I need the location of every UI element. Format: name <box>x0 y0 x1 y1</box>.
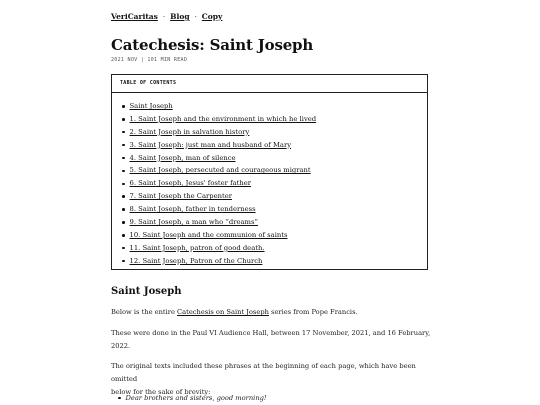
toc-item <box>122 229 427 242</box>
toc-link-1[interactable]: 1. Saint Joseph and the environment in which he lived <box>129 114 317 123</box>
toc-link-5[interactable]: 5. Saint Joseph, persecuted and courageous migrant <box>129 166 311 175</box>
bullet-icon <box>122 247 125 250</box>
section-heading: Saint Joseph <box>111 286 182 297</box>
toc-link-6[interactable]: 6. Saint Joseph, Jesus' foster father <box>129 179 252 188</box>
bullet-icon <box>122 118 125 121</box>
bullet-icon <box>122 144 125 147</box>
bullet-icon <box>118 397 121 400</box>
toc-item <box>122 152 427 165</box>
toc-item <box>122 203 427 216</box>
bullet-icon <box>122 157 125 160</box>
bullet-icon <box>122 131 125 134</box>
toc-link-11[interactable]: 11. Saint Joseph, patron of good death. <box>129 243 265 252</box>
paragraph-line: These were done in the Paul VI Audience Hall, between 17 November, 2021, and 16 February, <box>111 329 431 337</box>
toc-item <box>122 177 427 190</box>
toc-link-10[interactable]: 10. Saint Joseph and the communion of saints <box>129 230 288 239</box>
breadcrumb-separator: · <box>194 12 197 21</box>
toc-item <box>122 100 427 113</box>
dates-paragraph <box>111 327 431 353</box>
page-title: Catechesis: Saint Joseph <box>111 36 314 54</box>
toc-link-7[interactable]: 7. Saint Joseph the Carpenter <box>129 192 233 201</box>
bullet-icon <box>122 208 125 211</box>
bullet-icon <box>122 105 125 108</box>
catechesis-link[interactable]: Catechesis on Saint Joseph <box>177 308 269 316</box>
bullet-icon <box>122 234 125 237</box>
toc-item <box>122 190 427 203</box>
bullet-icon <box>122 183 125 186</box>
breadcrumb-home-link[interactable]: VeriCaritas <box>111 12 158 21</box>
intro-paragraph <box>111 306 431 319</box>
breadcrumb-blog-link[interactable]: Blog <box>170 12 190 21</box>
paragraph-line: below for the sake of brevity: <box>111 388 211 396</box>
breadcrumb-copy-link[interactable]: Copy <box>201 12 223 21</box>
list-item-text: Dear brothers and sisters, good morning! <box>125 394 267 402</box>
toc-item <box>122 164 427 177</box>
list-item <box>118 394 267 402</box>
paragraph-line: 2022. <box>111 342 131 350</box>
toc-link-9[interactable]: 9. Saint Joseph, a man who “dreams” <box>129 218 258 227</box>
bullet-icon <box>122 260 125 263</box>
toc-item <box>122 139 427 152</box>
toc-item <box>122 126 427 139</box>
breadcrumb-separator: · <box>162 12 166 21</box>
toc-item <box>122 216 427 229</box>
toc-item <box>122 255 427 268</box>
toc-list <box>112 93 427 268</box>
toc-item <box>122 113 427 126</box>
bullet-icon <box>122 170 125 173</box>
toc-heading: TABLE OF CONTENTS <box>112 75 427 93</box>
bullet-icon <box>122 195 125 198</box>
toc-link-4[interactable]: 4. Saint Joseph, man of silence <box>129 153 236 162</box>
phrase-list <box>118 394 267 402</box>
paragraph-line: The original texts included these phrases at the beginning of each page, which have been omitted <box>111 362 416 383</box>
breadcrumb <box>111 12 222 21</box>
table-of-contents <box>111 74 428 270</box>
toc-link-3[interactable]: 3. Saint Joseph: just man and husband of Mary <box>129 140 292 149</box>
paragraph-text: series from Pope Francis. <box>268 308 358 316</box>
toc-link-8[interactable]: 8. Saint Joseph, father in tenderness <box>129 205 256 214</box>
toc-link-intro[interactable]: Saint Joseph <box>129 102 173 110</box>
bullet-icon <box>122 221 125 224</box>
paragraph-text: Below is the entire <box>111 308 178 316</box>
toc-link-12[interactable]: 12. Saint Joseph, Patron of the Church <box>129 256 263 265</box>
article-meta: 2021 NOV | 101 MIN READ <box>111 57 188 63</box>
toc-link-2[interactable]: 2. Saint Joseph in salvation history <box>129 127 250 136</box>
toc-item <box>122 242 427 255</box>
